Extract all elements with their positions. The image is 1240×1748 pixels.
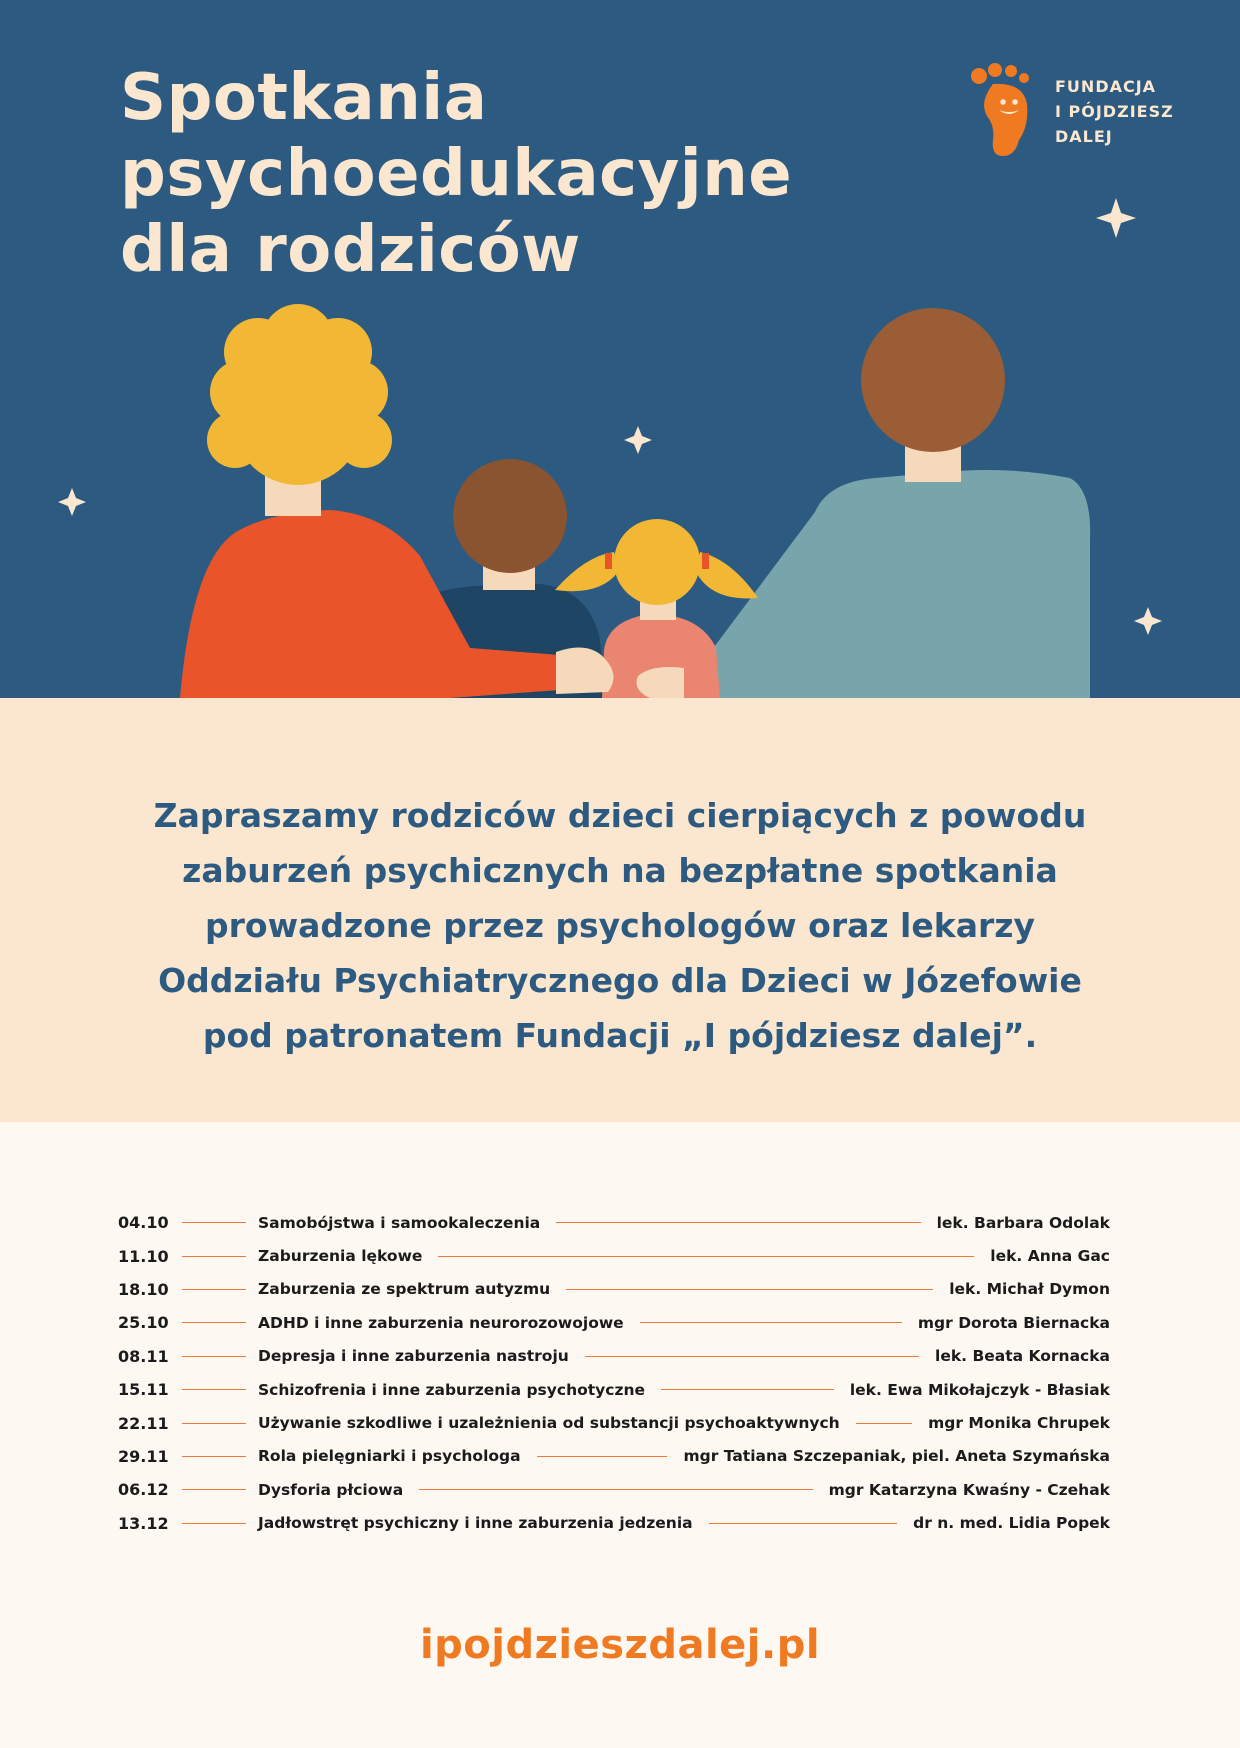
divider-line [182,1356,246,1357]
schedule-topic: Depresja i inne zaburzenia nastroju [258,1347,569,1366]
schedule-list [118,1206,1110,1540]
divider-line [182,1389,246,1390]
divider-line [640,1322,902,1323]
star-icon [1096,198,1136,238]
divider-line [556,1222,920,1223]
schedule-topic: Samobójstwa i samookaleczenia [258,1213,541,1232]
star-icon [1134,607,1162,635]
title-line: Spotkania [120,61,488,135]
invitation-line: Oddziału Psychiatrycznego dla Dzieci w Józefowie [158,961,1082,1000]
father-figure [676,308,1090,698]
schedule-topic: Zaburzenia ze spektrum autyzmu [258,1280,551,1299]
divider-line [419,1489,812,1490]
invitation-text [60,788,1180,1063]
divider-line [182,1222,246,1223]
star-icon [58,488,86,516]
schedule-topic: Zaburzenia lękowe [258,1247,423,1266]
page-title [120,60,792,288]
schedule-row [118,1440,1110,1473]
schedule-topic: Używanie szkodliwe i uzależnienia od substancji psychoaktywnych [258,1414,840,1433]
invitation-line: Zapraszamy rodziców dzieci cierpiących z powodu [153,796,1087,835]
schedule-row [118,1239,1110,1272]
title-line: dla rodziców [120,213,581,287]
divider-line [856,1423,912,1424]
divider-line [438,1256,974,1257]
schedule-date: 15.11 [118,1380,169,1400]
divider-line [566,1289,933,1290]
schedule-speaker: dr n. med. Lidia Popek [913,1514,1110,1533]
schedule-row [118,1206,1110,1239]
divider-line [182,1322,246,1323]
schedule-date: 25.10 [118,1313,169,1333]
schedule-topic: ADHD i inne zaburzenia neurorozowojowe [258,1313,624,1332]
title-line: psychoedukacyjne [120,137,793,211]
divider-line [585,1356,919,1357]
schedule-row [118,1406,1110,1439]
invitation-line: prowadzone przez psychologów oraz lekarzy [205,906,1035,945]
schedule-speaker: mgr Tatiana Szczepaniak, piel. Aneta Szymańska [683,1447,1110,1466]
divider-line [182,1423,246,1424]
divider-line [661,1389,834,1390]
invitation-line: pod patronatem Fundacji „I pójdziesz dalej”. [202,1016,1038,1055]
hero-section [0,0,1240,698]
divider-line [182,1289,246,1290]
schedule-date: 22.11 [118,1413,169,1433]
star-icon [624,426,652,454]
schedule-speaker: lek. Barbara Odolak [936,1213,1110,1232]
logo-text [1055,74,1174,149]
schedule-topic: Jadłowstręt psychiczny i inne zaburzenia jedzenia [258,1514,693,1533]
invitation-line: zaburzeń psychicznych na bezpłatne spotkania [182,851,1058,890]
schedule-topic: Dysforia płciowa [258,1480,404,1499]
schedule-date: 06.12 [118,1480,169,1500]
divider-line [182,1456,246,1457]
schedule-row [118,1273,1110,1306]
logo-line: DALEJ [1055,127,1113,146]
divider-line [182,1523,246,1524]
divider-line [182,1256,246,1257]
invitation-section [0,698,1240,1122]
schedule-date: 18.10 [118,1279,169,1299]
logo-line: FUNDACJA [1055,77,1157,96]
schedule-date: 29.11 [118,1446,169,1466]
schedule-row [118,1306,1110,1339]
schedule-date: 11.10 [118,1246,169,1266]
schedule-date: 08.11 [118,1346,169,1366]
schedule-topic: Rola pielęgniarki i psychologa [258,1447,521,1466]
schedule-topic: Schizofrenia i inne zaburzenia psychotyczne [258,1380,646,1399]
schedule-speaker: lek. Anna Gac [990,1247,1110,1266]
schedule-date: 04.10 [118,1213,169,1233]
divider-line [182,1489,246,1490]
schedule-speaker: lek. Ewa Mikołajczyk - Błasiak [849,1380,1110,1399]
logo-line: I PÓJDZIESZ [1055,102,1174,121]
schedule-speaker: lek. Michał Dymon [949,1280,1110,1299]
schedule-row [118,1340,1110,1373]
schedule-speaker: mgr Katarzyna Kwaśny - Czehak [828,1480,1110,1499]
website-link[interactable]: ipojdzieszdalej.pl [419,1622,821,1668]
schedule-row [118,1473,1110,1506]
schedule-date: 13.12 [118,1513,169,1533]
schedule-speaker: mgr Dorota Biernacka [917,1313,1110,1332]
schedule-row [118,1373,1110,1406]
schedule-speaker: mgr Monika Chrupek [928,1414,1110,1433]
divider-line [709,1523,898,1524]
schedule-row [118,1507,1110,1540]
schedule-speaker: lek. Beata Kornacka [935,1347,1110,1366]
divider-line [537,1456,668,1457]
